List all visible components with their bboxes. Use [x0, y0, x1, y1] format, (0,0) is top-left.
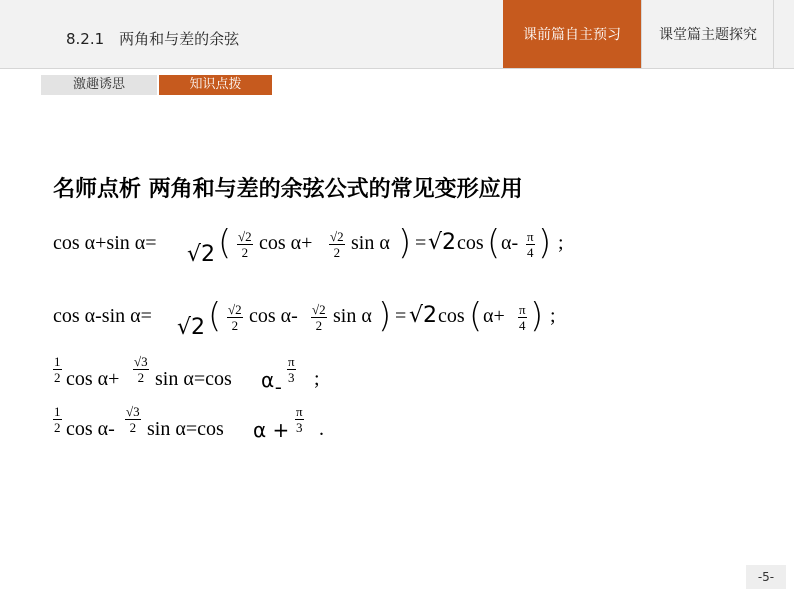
fraction: $\frac{\pi}{4}$	[519, 302, 526, 333]
fraction: $\frac{√3}{2}$	[126, 404, 140, 435]
sqrt2: √2	[177, 315, 206, 340]
sin-term: sin α	[351, 232, 390, 254]
content-heading: 名师点析 两角和与差的余弦公式的常见变形应用	[53, 177, 523, 202]
paren-close: )	[398, 223, 412, 263]
rhs-cos: cos	[438, 305, 465, 327]
section-title: 8.2.1 两角和与差的余弦	[66, 30, 240, 48]
fraction: $\frac{√2}{2}$	[238, 229, 252, 260]
alpha: α	[261, 368, 275, 392]
period: .	[319, 418, 324, 440]
semicolon: ;	[550, 305, 556, 327]
paren-open: (	[487, 223, 501, 263]
cos-term: cos α+	[259, 232, 313, 254]
cos-term: cos α+	[66, 368, 120, 390]
paren-close: )	[538, 223, 552, 263]
formula-1-lhs: cos α+sin α=	[53, 232, 157, 254]
alpha-plus: α +	[253, 418, 290, 442]
top-bar	[0, 0, 794, 69]
fraction: $\frac{√2}{2}$	[228, 302, 242, 333]
paren-open: (	[469, 296, 483, 336]
subtab-knowledge[interactable]: 知识点拨	[159, 75, 272, 95]
semicolon: ;	[314, 368, 320, 390]
minus: -	[275, 376, 282, 398]
tab-preview[interactable]: 课前篇自主预习	[503, 0, 641, 68]
rhs-cos: cos	[457, 232, 484, 254]
fraction: $\frac{1}{2}$	[54, 354, 61, 385]
cos-term: cos α-	[249, 305, 298, 327]
sin-cos-term: sin α=cos	[147, 418, 224, 440]
formula-2-lhs: cos α-sin α=	[53, 305, 152, 327]
sin-cos-term: sin α=cos	[155, 368, 232, 390]
paren-close: )	[530, 296, 544, 336]
fraction: $\frac{√2}{2}$	[330, 229, 344, 260]
equals: =	[395, 305, 407, 327]
divider	[773, 0, 774, 68]
paren-open: (	[208, 296, 222, 336]
alpha-plus: α+	[483, 305, 505, 327]
fraction: $\frac{\pi}{3}$	[288, 354, 295, 385]
alpha-minus: α-	[501, 232, 519, 254]
page-number: -5-	[746, 565, 786, 589]
fraction: $\frac{√3}{2}$	[134, 354, 148, 385]
sqrt2: √2	[428, 230, 457, 255]
sqrt2: √2	[409, 303, 438, 328]
sqrt2: √2	[187, 242, 216, 267]
semicolon: ;	[558, 232, 564, 254]
cos-term: cos α-	[66, 418, 115, 440]
paren-open: (	[218, 223, 232, 263]
subtab-motivation[interactable]: 激趣诱思	[41, 75, 157, 95]
equals: =	[415, 232, 427, 254]
fraction: $\frac{\pi}{4}$	[527, 229, 534, 260]
fraction: $\frac{1}{2}$	[54, 404, 61, 435]
fraction: $\frac{√2}{2}$	[312, 302, 326, 333]
sin-term: sin α	[333, 305, 372, 327]
paren-close: )	[378, 296, 392, 336]
fraction: $\frac{\pi}{3}$	[296, 404, 303, 435]
tab-explore[interactable]: 课堂篇主题探究	[641, 0, 774, 68]
